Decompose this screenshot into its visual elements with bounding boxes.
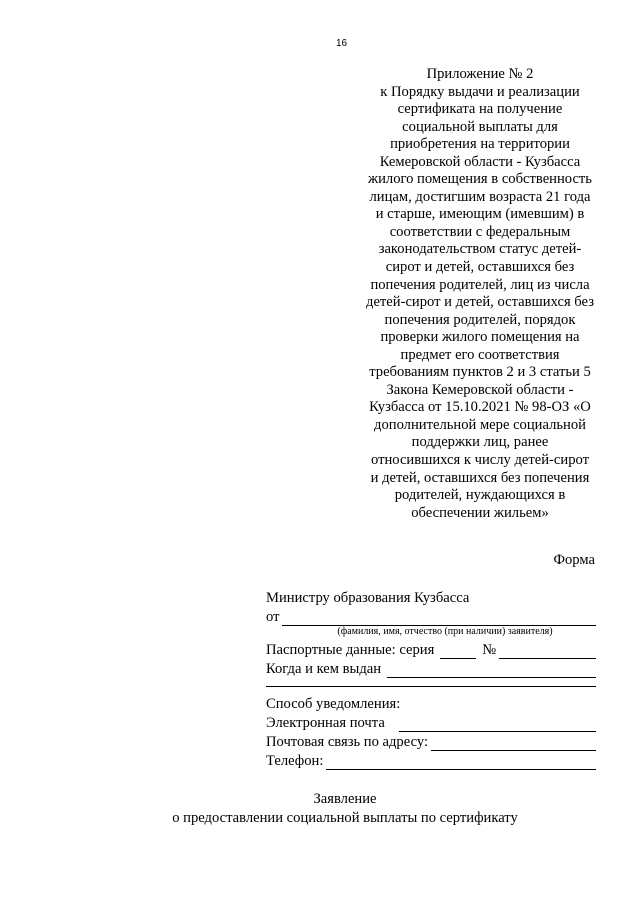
- passport-number-field[interactable]: [499, 645, 596, 659]
- appendix-line: и старше, имеющим (имевшим) в: [375, 206, 585, 223]
- appendix-line: и детей, оставшихся без попечения: [370, 469, 590, 486]
- statement-heading: [0, 790, 640, 828]
- appendix-line: детей-сирот и детей, оставшихся без: [366, 294, 594, 311]
- issued-by-field[interactable]: [387, 664, 596, 678]
- appendix-line: поддержки лиц, ранее: [411, 434, 549, 451]
- issued-row: [266, 659, 596, 678]
- appendix-line: законодательством статус детей-: [378, 241, 582, 258]
- appendix-line: Кузбасса от 15.10.2021 № 98-ОЗ «О: [369, 399, 591, 416]
- issued-by-continuation-field[interactable]: [266, 678, 596, 687]
- statement-subtitle: о предоставлении социальной выплаты по сертификату: [172, 810, 518, 826]
- email-label: Электронная почта: [266, 715, 385, 731]
- passport-series-field[interactable]: [440, 645, 476, 659]
- statement-title: Заявление: [313, 791, 377, 807]
- appendix-line: Закона Кемеровской области -: [386, 381, 574, 398]
- appendix-line: родителей, нуждающихся в: [394, 487, 566, 504]
- appendix-line: соответствии с федеральным: [389, 223, 571, 240]
- appendix-line: относившихся к числу детей-сирот: [371, 452, 589, 469]
- notification-row: [266, 694, 596, 713]
- phone-field[interactable]: [326, 756, 596, 770]
- appendix-line: сирот и детей, оставшихся без: [385, 259, 575, 276]
- appendix-line: требованиям пунктов 2 и 3 статьи 5: [369, 364, 591, 381]
- post-address-field[interactable]: [431, 737, 596, 751]
- appendix-line: лицам, достигшим возраста 21 года: [369, 188, 591, 205]
- appendix-line: дополнительной мере социальной: [374, 416, 586, 433]
- appendix-line: жилого помещения в собственность: [368, 171, 592, 188]
- notification-label: Способ уведомления:: [266, 696, 401, 712]
- passport-number-label: №: [482, 642, 497, 658]
- appendix-line: приобретения на территории: [390, 136, 570, 153]
- applicant-name-field[interactable]: [282, 612, 596, 626]
- appendix-line: Кемеровской области - Кузбасса: [379, 153, 581, 170]
- from-row: [266, 607, 596, 626]
- minister-label: Министру образования Кузбасса: [266, 590, 470, 606]
- appendix-line: к Порядку выдачи и реализации: [380, 83, 580, 100]
- addressee-block: [266, 588, 596, 770]
- page-number: 16: [336, 38, 348, 49]
- issued-label: Когда и кем выдан: [266, 661, 382, 677]
- post-row: [266, 732, 596, 751]
- appendix-line: проверки жилого помещения на: [380, 329, 580, 346]
- phone-label: Телефон:: [266, 753, 324, 769]
- minister-line: [266, 588, 596, 607]
- appendix-line: сертификата на получение: [397, 101, 563, 118]
- appendix-line: обеспечении жильем»: [411, 504, 549, 521]
- appendix-line: социальной выплаты для: [402, 118, 558, 135]
- post-label: Почтовая связь по адресу:: [266, 734, 429, 750]
- email-field[interactable]: [399, 718, 596, 732]
- email-row: [266, 713, 596, 732]
- appendix-line: предмет его соответствия: [400, 346, 560, 363]
- from-caption: (фамилия, имя, отчество (при наличии) заявителя): [337, 626, 553, 637]
- passport-label: Паспортные данные: серия: [266, 642, 435, 658]
- from-label: от: [266, 609, 280, 625]
- appendix-header: [345, 66, 615, 522]
- appendix-line: попечения родителей, порядок: [384, 311, 576, 328]
- form-label: Форма: [553, 552, 595, 568]
- passport-row: [266, 640, 596, 659]
- appendix-line: попечения родителей, лиц из числа: [370, 276, 590, 293]
- phone-row: [266, 751, 596, 770]
- appendix-line: Приложение № 2: [426, 66, 534, 82]
